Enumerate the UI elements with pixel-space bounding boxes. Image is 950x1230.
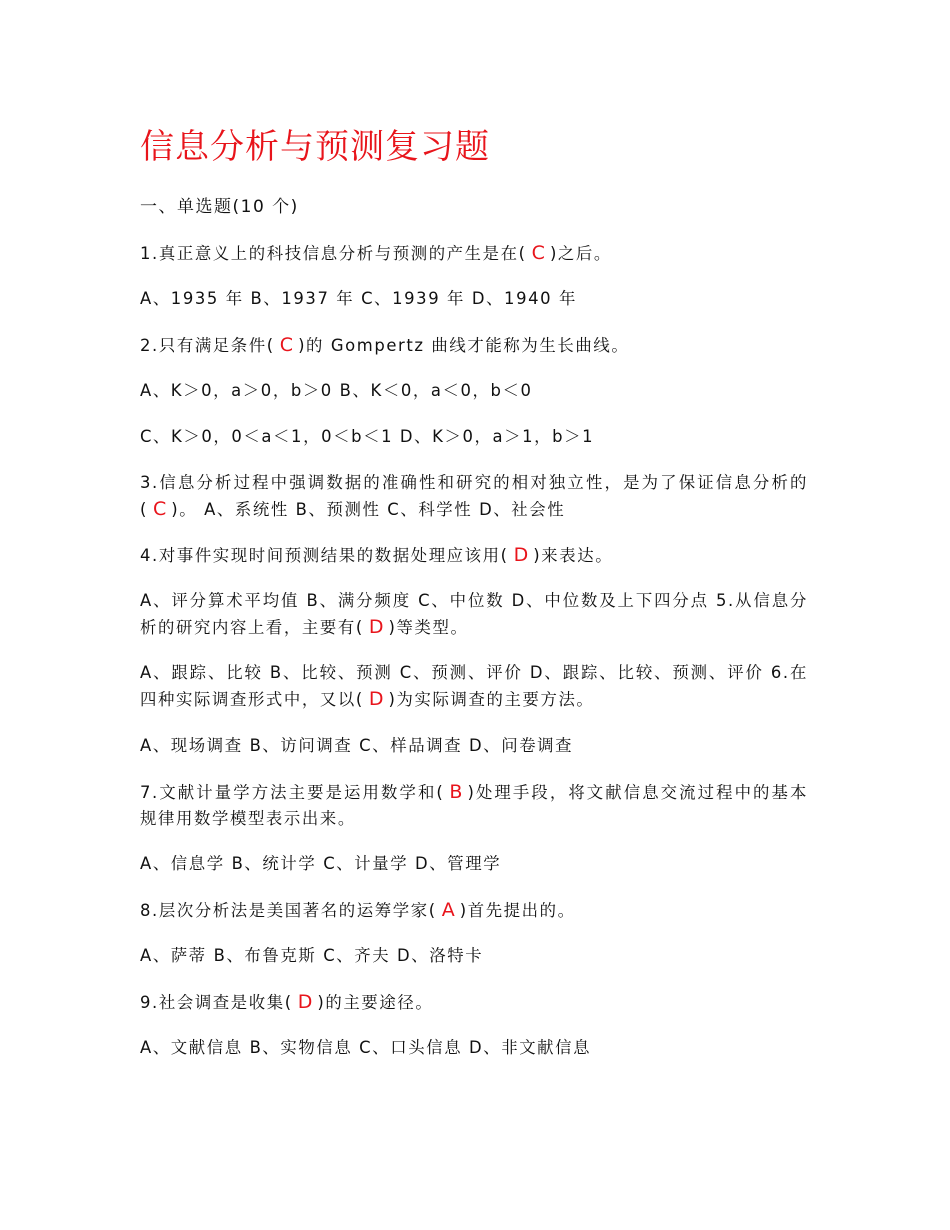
answer-letter: D [297,991,313,1013]
question-7-options: A、信息学 B、统计学 C、计量学 D、管理学 [140,854,502,873]
question-text: )处理手段，将文献信息交流过程中的基本规律用数学模型表示出来。 [140,783,808,828]
answer-letter: C [279,334,294,356]
question-text: 2.只有满足条件( [140,336,275,355]
question-1 [140,240,808,267]
question-text: 8.层次分析法是美国著名的运筹学家( [140,901,437,920]
question-text: )首先提出的。 [459,901,576,920]
question-text: 4.对事件实现时间预测结果的数据处理应该用( [140,546,509,565]
answer-letter: D [513,544,529,566]
answer-letter: C [531,242,545,264]
question-9-options: A、文献信息 B、实物信息 C、口头信息 D、非文献信息 [140,1038,592,1057]
question-text: 3.信息分析过程中强调数据的准确性和研究的相对独立性，是为了保证信息分析的( [140,473,808,519]
document-title: 信息分析与预测复习题 [140,127,490,167]
question-2-options-line-1: A、K＞0，a＞0，b＞0 B、K＜0，a＜0，b＜0 [140,381,533,400]
question-text: )的 Gompertz 曲线才能称为生长曲线。 [298,336,630,355]
question-7 [140,779,808,832]
question-3 [140,470,808,523]
question-1-options: A、1935 年 B、1937 年 C、1939 年 D、1940 年 [140,289,577,308]
question-8 [140,897,808,924]
answer-letter: A [441,899,455,921]
answer-letter: C [153,498,167,520]
question-2 [140,332,808,359]
question-text: )等类型。 [388,618,469,637]
question-text: )来表达。 [533,546,614,565]
question-text: A、评分算术平均值 B、满分频度 C、中位数 D、中位数及上下四分点 5.从信息分析的研究内容上看，主要有( [140,591,808,637]
question-6-options: A、现场调查 B、访问调查 C、样品调查 D、问卷调查 [140,736,574,755]
question-text: )的主要途径。 [317,993,434,1012]
question-4-options-and-question-5 [140,588,808,641]
question-text: A、跟踪、比较 B、比较、预测 C、预测、评价 D、跟踪、比较、预测、评价 6.在四种实际调查形式中，又以( [140,663,808,709]
answer-letter: D [368,616,384,638]
question-4 [140,542,808,569]
question-text: 1.真正意义上的科技信息分析与预测的产生是在( [140,244,527,263]
question-5-options-and-question-6 [140,660,808,713]
question-text: )为实际调查的主要方法。 [388,690,595,709]
question-2-options-line-2: C、K＞0，0＜a＜1，0＜b＜1 D、K＞0，a＞1，b＞1 [140,427,595,446]
question-text: )。 A、系统性 B、预测性 C、科学性 D、社会性 [171,500,566,519]
answer-letter: B [449,781,463,803]
question-text: )之后。 [549,244,612,263]
question-8-options: A、萨蒂 B、布鲁克斯 C、齐夫 D、洛特卡 [140,946,484,965]
answer-letter: D [368,688,384,710]
question-9 [140,989,808,1016]
section-heading: 一、单选题(10 个) [140,197,299,217]
question-text: 9.社会调查是收集( [140,993,293,1012]
question-text: 7.文献计量学方法主要是运用数学和( [140,783,445,802]
